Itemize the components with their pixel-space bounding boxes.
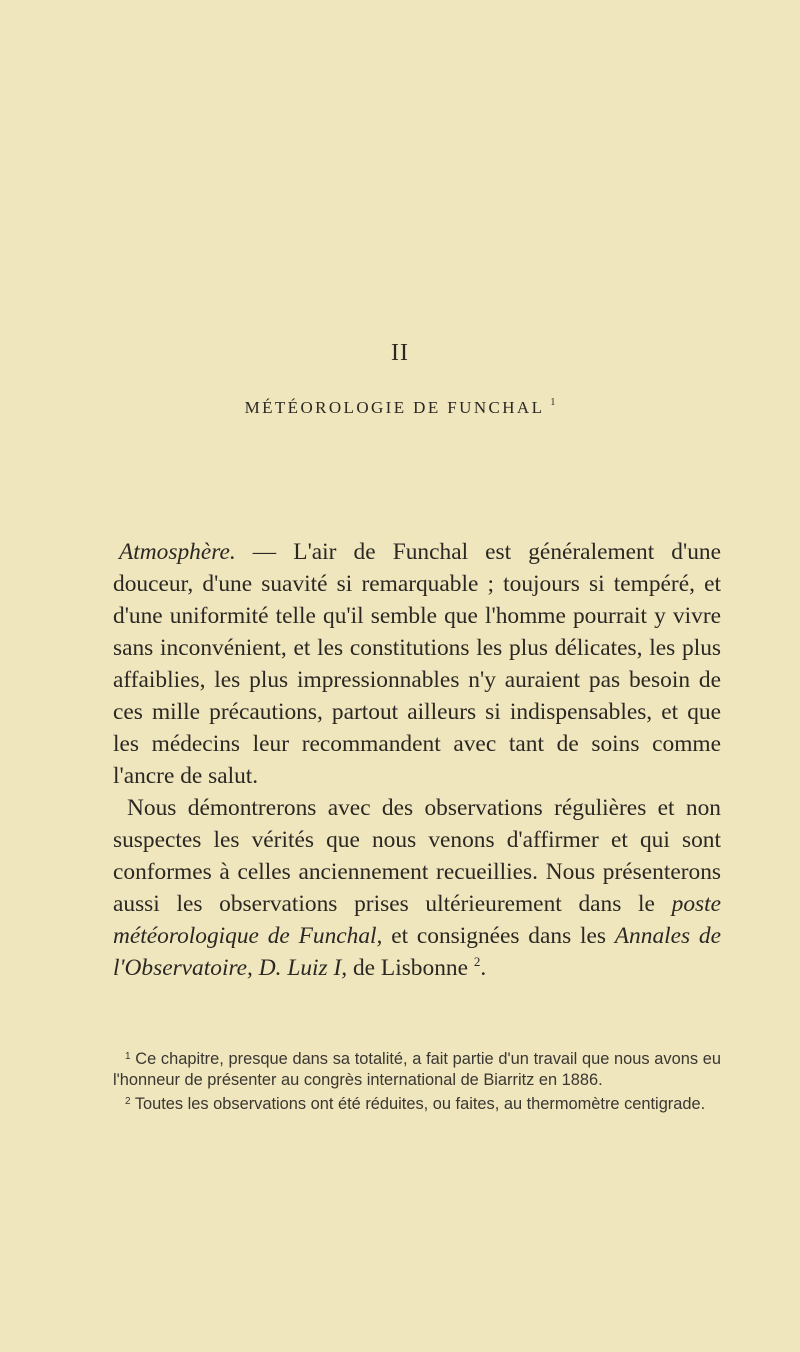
paragraph-atmosphere — [113, 536, 721, 792]
footnote-ref-2: 2 — [473, 954, 481, 969]
footnotes — [113, 1049, 721, 1119]
footnote-1 — [113, 1049, 721, 1090]
chapter-title — [0, 397, 800, 418]
body-text — [113, 536, 721, 984]
paragraph-2-text-2: et consignées dans les — [382, 923, 615, 949]
paragraph-observations — [113, 792, 721, 984]
footnote-1-mark: 1 — [125, 1051, 131, 1062]
footnote-2-text: Toutes les observations ont été réduites, ou faites, au thermomètre centigrade. — [130, 1095, 706, 1113]
paragraph-2-italic-1: poste météorologique de Funchal, — [113, 891, 721, 949]
paragraph-2-text-1: Nous démontrerons avec des observations régulières et non suspectes les vérités que nous venons d'affirmer et qui sont conformes à celles anciennement recueillies. Nous présenterons aussi les observations prises ultérieurement dans le — [113, 795, 721, 917]
heading-dash: — — [235, 539, 294, 565]
footnote-2 — [113, 1094, 721, 1115]
footnote-2-mark: 2 — [125, 1096, 131, 1107]
paragraph-1-text: L'air de Funchal est généralement d'une douceur, d'une suavité si remarquable ; toujours si tempéré, et d'une uniformité telle qu'il semble que l'homme pourrait y vivre sans inconvénient, et les constitutions les plus délicates, les plus affaiblies, les plus impressionnables n'y auraient pas besoin de ces mille précautions, partout ailleurs si indispensables, et que les médecins leur recommandent avec tant de soins comme l'ancre de salut. — [113, 539, 721, 789]
footnote-ref-1: 1 — [550, 397, 556, 408]
section-heading: Atmosphère. — [119, 539, 236, 565]
chapter-number: II — [391, 340, 409, 366]
paragraph-2-text-4: . — [480, 955, 487, 981]
paragraph-2-text-3: de Lisbonne — [347, 955, 474, 981]
footnote-1-text: Ce chapitre, presque dans sa totalité, a fait partie d'un travail que nous avons eu l'honneur de présenter au congrès international de Biarritz en 1886. — [113, 1050, 721, 1089]
chapter-title-text: MÉTÉOROLOGIE DE FUNCHAL — [244, 398, 544, 417]
paragraph-2-italic-2: Annales de l'Observatoire, D. Luiz I, — [113, 923, 721, 981]
